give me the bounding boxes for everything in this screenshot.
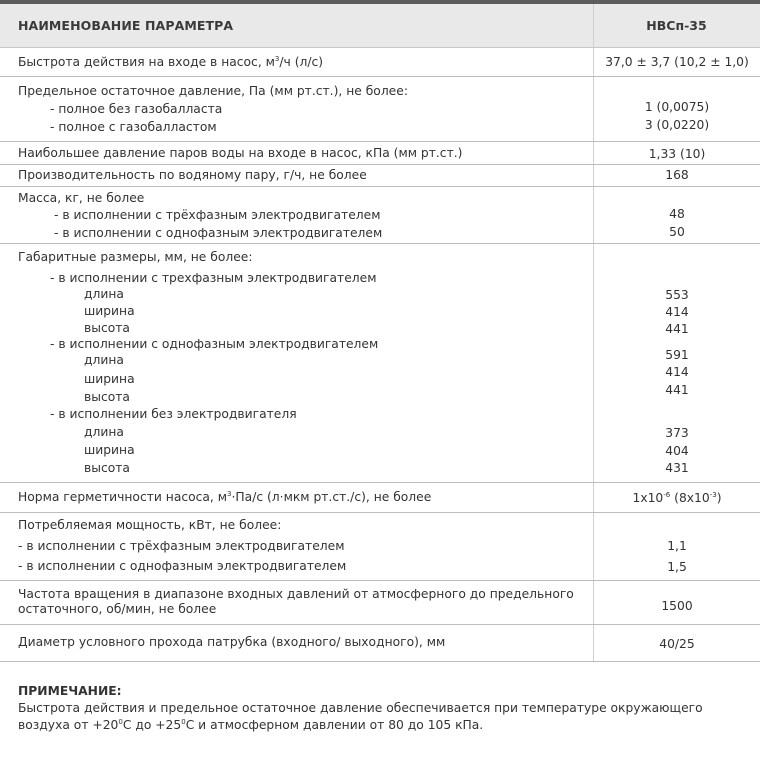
dimension-width: ширина xyxy=(84,372,135,386)
dimension-value: 431 xyxy=(665,461,689,475)
note-text: Быстрота действия и предельное остаточное давление обеспечивается при температуре окружающего воздуха от $+20^0С$ до $+25^0С$ и атмосферном давлении от 80 до 105 кПа. xyxy=(18,701,703,732)
row-dimensions-label: Габаритные размеры, мм, не более: xyxy=(18,250,253,264)
model-header: НВСп-35 xyxy=(646,18,707,33)
dimension-value: 441 xyxy=(665,383,689,397)
row-divider xyxy=(0,164,760,165)
row-vapour-pressure-label: Наибольшее давление паров воды на входе в насос, кПа (мм рт.ст.) xyxy=(18,146,463,160)
row-mass-label: Масса, кг, не более xyxy=(18,191,145,205)
row-power-sub-2: - в исполнении с однофазным электродвигателем xyxy=(18,559,347,573)
row-ultimate-pressure-sub-2: - полное с газобалластом xyxy=(50,120,217,134)
dimension-value: 414 xyxy=(665,365,689,379)
row-mass-value-2: 50 xyxy=(669,225,685,239)
row-divider xyxy=(0,141,760,142)
row-divider xyxy=(0,624,760,625)
dimension-value: 404 xyxy=(665,444,689,458)
row-rotation-value: 1500 xyxy=(661,599,693,613)
row-port-diameter-value: 40/25 xyxy=(659,637,695,651)
dimension-length: длина xyxy=(84,287,124,301)
dimension-length: длина xyxy=(84,353,124,367)
row-port-diameter-label: Диаметр условного прохода патрубка (входного/ выходного), мм xyxy=(18,635,446,649)
dimension-height: высота xyxy=(84,321,130,335)
row-power-label: Потребляемая мощность, кВт, не более: xyxy=(18,518,282,532)
row-divider xyxy=(0,76,760,77)
row-power-value-2: 1,5 xyxy=(667,560,687,574)
param-header: НАИМЕНОВАНИЕ ПАРАМЕТРА xyxy=(18,18,234,33)
dimension-height: высота xyxy=(84,390,130,404)
row-capacity-label: Производительность по водяному пару, г/ч, не более xyxy=(18,168,367,182)
dimension-value: 373 xyxy=(665,426,689,440)
row-mass-sub-1: - в исполнении с трёхфазным электродвигателем xyxy=(54,208,381,222)
dimension-value: 553 xyxy=(665,288,689,302)
dimension-value: 414 xyxy=(665,305,689,319)
dimension-height: высота xyxy=(84,461,130,475)
dimensions-group-three-phase: - в исполнении с трехфазным электродвигателем xyxy=(50,271,377,285)
row-divider xyxy=(0,186,760,187)
dimension-value: 591 xyxy=(665,348,689,362)
row-divider xyxy=(0,482,760,483)
row-divider xyxy=(0,512,760,513)
row-divider xyxy=(0,580,760,581)
dimension-length: длина xyxy=(84,425,124,439)
dimension-width: ширина xyxy=(84,443,135,457)
row-ultimate-pressure-value-1: 1 (0,0075) xyxy=(644,100,710,114)
row-capacity-value: 168 xyxy=(665,168,689,182)
row-ultimate-pressure-label: Предельное остаточное давление, Па (мм рт.ст.), не более: xyxy=(18,84,408,98)
table-header xyxy=(0,4,760,48)
row-rotation-label: Частота вращения в диапазоне входных давлений от атмосферного до предельного xyxy=(18,587,574,601)
row-ultimate-pressure-value-2: 3 (0,0220) xyxy=(644,118,710,132)
row-power-value-1: 1,1 xyxy=(667,539,687,553)
dimension-value: 441 xyxy=(665,322,689,336)
row-leak-tightness-value: $1х10^{-6}$ $(8х10^{-3})$ xyxy=(632,491,722,505)
table-bottom-border xyxy=(0,661,760,662)
row-pumping-speed-value: 37,0 ± 3,7 (10,2 ± 1,0) xyxy=(605,55,749,69)
row-divider xyxy=(0,243,760,244)
row-vapour-pressure-value: 1,33 (10) xyxy=(648,147,706,161)
row-power-sub-1: - в исполнении с трёхфазным электродвигателем xyxy=(18,539,345,553)
row-mass-value-1: 48 xyxy=(669,207,685,221)
row-mass-sub-2: - в исполнении с однофазным электродвигателем xyxy=(54,226,383,240)
dimensions-group-no-motor: - в исполнении без электродвигателя xyxy=(50,407,297,421)
note-title: ПРИМЕЧАНИЕ: xyxy=(18,684,122,698)
dimensions-group-single-phase: - в исполнении с однофазным электродвигателем xyxy=(50,337,379,351)
row-leak-tightness-label: Норма герметичности насоса, $м^3\cdot Па/с$ (л·мкм рт.ст./с), не более xyxy=(18,490,432,504)
row-ultimate-pressure-sub-1: - полное без газобалласта xyxy=(50,102,223,116)
row-rotation-label-line2: остаточного, об/мин, не более xyxy=(18,602,217,616)
row-pumping-speed-label: Быстрота действия на входе в насос, $м^3/ч$ (л/с) xyxy=(18,55,324,69)
dimension-width: ширина xyxy=(84,304,135,318)
